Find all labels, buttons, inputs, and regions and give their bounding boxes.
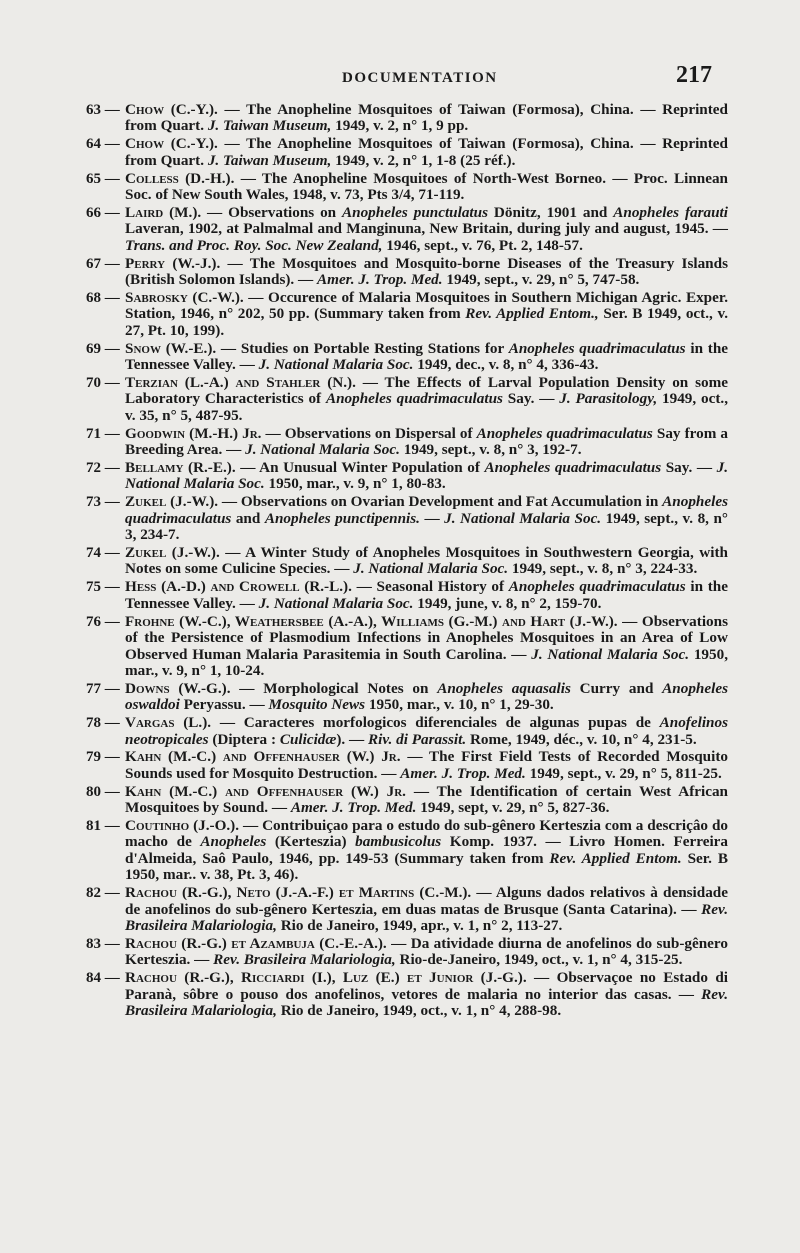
entry-italic-text: Anopheles quadrimaculatus <box>508 339 686 357</box>
entry-plain-text: — Studies on Portable Resting Stations for <box>216 339 509 357</box>
entry-plain-text: — The Anopheline Mosquitoes of Taiwan (Formosa), China. — Reprinted from Quart. <box>125 101 728 135</box>
entry-italic-text: Anopheles farauti <box>613 203 728 221</box>
bibliography-entry <box>88 681 728 714</box>
entry-author: Goodwin (M.-H.) Jr. <box>125 424 262 442</box>
entry-plain-text: — Observations on Dispersal of <box>261 424 477 442</box>
entry-plain-text: Ser. B 1950, mar.. v. 38, Pt. 3, 46). <box>125 849 728 884</box>
entry-plain-text: Rio-de-Janeiro, 1949, oct., v. 1, n° 4, 315-25. <box>395 951 683 969</box>
bibliography-entry <box>88 936 728 969</box>
entry-italic-text: Culicidæ <box>279 730 337 748</box>
entry-plain-text: Ser. B 1949, oct., v. 27, Pt. 10, 199). <box>125 305 728 339</box>
entry-text <box>125 494 728 543</box>
entry-text <box>125 460 728 493</box>
entry-number: 74 — <box>86 545 120 562</box>
entry-number: 64 — <box>86 136 120 153</box>
entry-italic-text: Trans. and Proc. Roy. Soc. New Zealand, <box>125 236 383 254</box>
entry-italic-text: bambusicolus <box>355 833 442 851</box>
bibliography-entry <box>88 579 728 612</box>
entry-author: Laird (M.). <box>125 203 202 221</box>
entry-plain-text: — Contribuiçao para o estudo do sub-gênero Kerteszia com a descriçâo do macho de <box>125 817 728 851</box>
entry-number: 63 — <box>86 102 120 118</box>
entry-number: 80 — <box>86 783 120 800</box>
bibliography-entry <box>88 290 728 339</box>
entry-text <box>125 171 728 204</box>
entry-plain-text: 1949, dec., v. 8, n° 4, 336-43. <box>413 356 599 374</box>
entry-plain-text: Rome, 1949, déc., v. 10, n° 4, 231-5. <box>466 730 697 748</box>
entry-plain-text: 1949, june, v. 8, n° 2, 159-70. <box>413 594 602 612</box>
entry-plain-text: Komp. 1937. — Livro Homen. Ferreira d'Almeida, Saô Paulo, 1946, pp. 149-53 (Summary taken from <box>125 833 728 867</box>
entry-plain-text: 1949, v. 2, n° 1, 1-8 (25 réf.). <box>331 151 516 169</box>
bibliography-entry <box>88 545 728 578</box>
entry-author: Rachou (R.-G.) et Azambuja (C.-E.-A.). <box>125 934 387 952</box>
entry-plain-text: Dönitz, 1901 and <box>488 203 614 221</box>
page-number: 217 <box>676 62 712 88</box>
entry-italic-text: Anopheles quadrimaculatus <box>125 493 728 527</box>
entry-author: Sabrosky (C.-W.). <box>125 288 244 306</box>
entry-plain-text: — Observations on <box>201 203 343 221</box>
bibliography-entry <box>88 970 728 1019</box>
entry-plain-text: (Diptera : <box>208 730 280 748</box>
entry-plain-text: — Observaçoe no Estado di Paranà, sôbre o pouso dos anofelinos, vetores de malaria no interior das casas. — <box>125 969 729 1003</box>
entry-text <box>125 818 728 884</box>
entry-plain-text: — The Anopheline Mosquitoes of North-West Borneo. — Proc. Linnean Soc. of New South Wales, 1948, v. 73, Pts 3/4, 71-119. <box>125 169 728 204</box>
entry-plain-text: — The Identification of certain West African Mosquitoes by Sound. — <box>125 782 728 817</box>
entry-author: Chow (C.-Y.). <box>125 101 218 118</box>
entry-plain-text: — The Mosquitoes and Mosquito-borne Diseases of the Treasury Islands (British Solomon Islands). — <box>125 254 728 289</box>
entry-text <box>125 936 728 969</box>
entry-number: 83 — <box>86 935 120 952</box>
entry-italic-text: Amer. J. Trop. Med. <box>317 271 443 289</box>
page-header <box>0 62 800 96</box>
entry-italic-text: Rev. Brasileira Malariologia, <box>125 985 728 1020</box>
entry-plain-text: 1949, sept, v. 29, n° 5, 827-36. <box>416 799 610 817</box>
entry-author: Snow (W.-E.). <box>125 339 217 357</box>
entry-plain-text: Curry and <box>570 679 663 697</box>
entry-author: Colless (D.-H.). <box>125 169 235 187</box>
bibliography-entry <box>88 341 728 374</box>
entry-number: 82 — <box>86 885 120 902</box>
entry-author: Coutinho (J.-O.). <box>125 817 240 835</box>
entry-text <box>125 784 728 817</box>
entry-number: 66 — <box>86 204 120 221</box>
entry-text <box>125 614 728 680</box>
entry-text <box>125 136 728 169</box>
entry-number: 71 — <box>86 425 120 442</box>
entry-plain-text: 1949, sept., v. 29, n° 5, 811-25. <box>525 764 722 782</box>
entry-italic-text: J. Taiwan Museum, <box>207 151 332 169</box>
entry-italic-text: Anopheles quadrimaculatus <box>508 578 686 596</box>
bibliography-entry <box>88 256 728 289</box>
entry-number: 84 — <box>86 970 120 987</box>
entry-plain-text: ). — <box>336 730 368 748</box>
entry-italic-text: Anopheles punctulatus <box>342 203 489 221</box>
running-title: DOCUMENTATION <box>342 70 498 86</box>
entry-author: Terzian (L.-A.) and Stahler (N.). <box>125 374 356 391</box>
entry-plain-text: Say. — <box>661 459 717 477</box>
entry-author: Rachou (R.-G.), Neto (J.-A.-F.) et Martins (C.-M.). <box>125 884 472 902</box>
entry-plain-text: — A Winter Study of Anopheles Mosquitoes in Southwestern Georgia, with Notes on some Culicine Species. — <box>125 544 728 578</box>
entry-author: Kahn (M.-C.) and Offenhauser (W.) Jr. <box>125 748 401 766</box>
entry-plain-text: — An Unusual Winter Population of <box>235 459 485 477</box>
entry-number: 73 — <box>86 494 120 511</box>
entry-text <box>125 341 728 374</box>
entry-italic-text: Riv. di Parassit. <box>368 730 467 748</box>
entry-author: Zukel (J.-W.). <box>125 493 219 511</box>
entry-plain-text: Rio de Janeiro, 1949, apr., v. 1, n° 2, 113-27. <box>276 917 563 934</box>
bibliography-entry <box>88 171 728 204</box>
entry-italic-text: Anopheles oswaldoi <box>125 679 728 714</box>
entry-author: Frohne (W.-C.), Weathersbee (A.-A.), Williams (G.-M.) and Hart (J.-W.). <box>125 612 618 630</box>
entry-plain-text: — Occurence of Malaria Mosquitoes in Southern Michigan Agric. Exper. Station, 1946, n° 202, 50 pp. (Summary taken from <box>125 288 728 323</box>
entry-plain-text: 1949, v. 2, n° 1, 9 pp. <box>331 117 469 135</box>
entry-plain-text: 1946, sept., v. 76, Pt. 2, 148-57. <box>382 236 583 254</box>
entry-italic-text: Rev. Brasileira Malariologia, <box>213 951 396 969</box>
entry-italic-text: Amer. J. Trop. Med. <box>400 764 526 782</box>
entry-italic-text: Mosquito News <box>268 696 366 714</box>
entry-author: Hess (A.-D.) and Crowell (R.-L.). <box>125 578 352 596</box>
bibliography-entry <box>88 102 728 135</box>
entry-number: 67 — <box>86 255 120 272</box>
entry-plain-text: in the Tennessee Valley. — <box>125 578 728 612</box>
entry-text <box>125 749 728 782</box>
entry-plain-text: — The Anopheline Mosquitoes of Taiwan (Formosa), China. — Reprinted from Quart. <box>125 135 728 169</box>
entry-italic-text: J. National Malaria Soc. <box>125 459 729 493</box>
entry-plain-text: 1950, mar., v. 9, n° 1, 10-24. <box>125 645 728 679</box>
entry-number: 72 — <box>86 460 120 477</box>
entry-plain-text: 1949, sept., v. 29, n° 5, 747-58. <box>442 271 640 289</box>
bibliography-entry <box>88 205 728 254</box>
entry-italic-text: J. National Malaria Soc. <box>353 560 509 578</box>
entry-plain-text: Rio de Janeiro, 1949, oct., v. 1, n° 4, 288-98. <box>276 1002 562 1020</box>
entry-number: 69 — <box>86 340 120 357</box>
entry-text <box>125 579 728 612</box>
entry-italic-text: J. National Malaria Soc. <box>531 645 690 663</box>
entry-italic-text: Rev. Applied Entom. <box>549 849 682 867</box>
entry-plain-text: (Kerteszia) <box>266 833 356 851</box>
entry-author: Zukel (J.-W.). <box>125 544 220 562</box>
entry-number: 81 — <box>86 818 120 835</box>
entry-plain-text: — Alguns dados relativos à densidade de anofelinos do sub-gênero Kerteszia, em duas matas de Brusque (Santa Catarina). — <box>125 884 728 918</box>
entry-italic-text: Anopheles aquasalis <box>437 679 571 697</box>
bibliography-entry <box>88 818 728 884</box>
entry-number: 77 — <box>86 680 120 697</box>
entry-italic-text: Anopheles quadrimaculatus <box>476 424 653 442</box>
entry-italic-text: Rev. Brasileira Malariologia, <box>125 900 728 934</box>
entry-number: 70 — <box>86 375 120 391</box>
entry-plain-text: — Morphological Notes on <box>230 679 438 697</box>
entry-text <box>125 681 728 714</box>
entry-italic-text: J. National Malaria Soc. <box>258 594 414 612</box>
entry-plain-text: — Observations on Ovarian Development and Fat Accumulation in <box>218 493 663 511</box>
entry-plain-text: 1949, sept., v. 8, n° 3, 234-7. <box>125 509 728 544</box>
entry-plain-text: in the Tennessee Valley. — <box>125 339 729 374</box>
entry-plain-text: 1950, mar., v. 10, n° 1, 29-30. <box>365 696 554 714</box>
entry-author: Perry (W.-J.). <box>125 254 221 272</box>
entry-text <box>125 970 728 1019</box>
entry-text <box>125 205 728 254</box>
entry-italic-text: Rev. Applied Entom., <box>465 305 599 323</box>
entry-author: Vargas (L.). <box>125 714 212 732</box>
entry-plain-text: — <box>419 509 445 527</box>
bibliography-list <box>88 102 728 1021</box>
entry-italic-text: Anofelinos neotropicales <box>125 714 728 748</box>
bibliography-entry <box>88 494 728 543</box>
entry-plain-text: Say. — <box>502 390 560 408</box>
entry-text <box>125 885 728 934</box>
entry-plain-text: 1950, mar., v. 9, n° 1, 80-83. <box>264 475 446 493</box>
entry-plain-text: and <box>231 509 265 527</box>
entry-text <box>125 375 728 424</box>
entry-plain-text: — Da atividade diurna de anofelinos do sub-gênero Kerteszia. — <box>125 934 728 969</box>
entry-author: Chow (C.-Y.). <box>125 135 218 153</box>
entry-italic-text: Amer. J. Trop. Med. <box>290 799 417 817</box>
entry-plain-text: 1949, oct., v. 35, n° 5, 487-95. <box>125 390 729 424</box>
entry-plain-text: Peryassu. — <box>179 696 269 714</box>
entry-author: Downs (W.-G.). <box>125 679 231 697</box>
entry-author: Bellamy (R.-E.). <box>125 459 236 477</box>
bibliography-entry <box>88 885 728 934</box>
entry-plain-text: Laveran, 1902, at Palmalmal and Manginuna, New Britain, during july and august, 1945. — <box>125 220 728 238</box>
entry-plain-text: — Caracteres morfologicos diferenciales de algunas pupas de <box>211 714 660 732</box>
entry-plain-text: — The Effects of Larval Population Density on some Laboratory Characteristics of <box>125 374 729 408</box>
entry-plain-text: Say from a Breeding Area. — <box>125 424 729 459</box>
entry-plain-text: 1949, sept., v. 8, n° 3, 192-7. <box>399 441 582 459</box>
bibliography-entry <box>88 460 728 493</box>
entry-plain-text: — The First Field Tests of Recorded Mosquito Sounds used for Mosquito Destruction. — <box>125 748 728 782</box>
entry-italic-text: J. National Malaria Soc. <box>245 441 400 459</box>
bibliography-entry <box>88 375 728 424</box>
entry-number: 65 — <box>86 170 120 187</box>
entry-number: 78 — <box>86 715 120 732</box>
entry-author: Rachou (R.-G.), Ricciardi (I.), Luz (E.) et Junior (J.-G.). <box>125 969 527 987</box>
entry-plain-text: 1949, sept., v. 8, n° 3, 224-33. <box>508 560 698 578</box>
entry-italic-text: J. National Malaria Soc. <box>444 509 602 527</box>
entry-text <box>125 290 728 339</box>
bibliography-entry <box>88 426 728 459</box>
entry-number: 68 — <box>86 289 120 306</box>
entry-number: 75 — <box>86 579 120 596</box>
bibliography-entry <box>88 784 728 817</box>
entry-text <box>125 545 728 578</box>
entry-italic-text: Anopheles quadrimaculatus <box>484 459 662 477</box>
bibliography-entry <box>88 749 728 782</box>
bibliography-entry <box>88 136 728 169</box>
bibliography-entry <box>88 715 728 748</box>
entry-text <box>125 256 728 289</box>
entry-text <box>125 426 728 459</box>
entry-italic-text: Anopheles quadrimaculatus <box>325 390 503 408</box>
entry-number: 79 — <box>86 749 120 766</box>
entry-text <box>125 715 728 748</box>
entry-text <box>125 102 728 135</box>
entry-plain-text: — Observations of the Persistence of Plasmodium Infections in Anopheles Mosquitoes in an Area of Low Observed Human Malaria Parasitemia in South Carolina. — <box>125 612 728 663</box>
entry-italic-text: Anopheles <box>200 833 267 851</box>
entry-number: 76 — <box>86 613 120 630</box>
entry-italic-text: Anopheles punctipennis. <box>264 509 420 527</box>
entry-italic-text: J. Taiwan Museum, <box>207 117 332 135</box>
entry-italic-text: J. National Malaria Soc. <box>258 356 414 374</box>
entry-plain-text: — Seasonal History of <box>351 578 509 596</box>
bibliography-entry <box>88 614 728 680</box>
entry-italic-text: J. Parasitology, <box>559 390 658 408</box>
entry-author: Kahn (M.-C.) and Offenhauser (W.) Jr. <box>125 782 406 800</box>
